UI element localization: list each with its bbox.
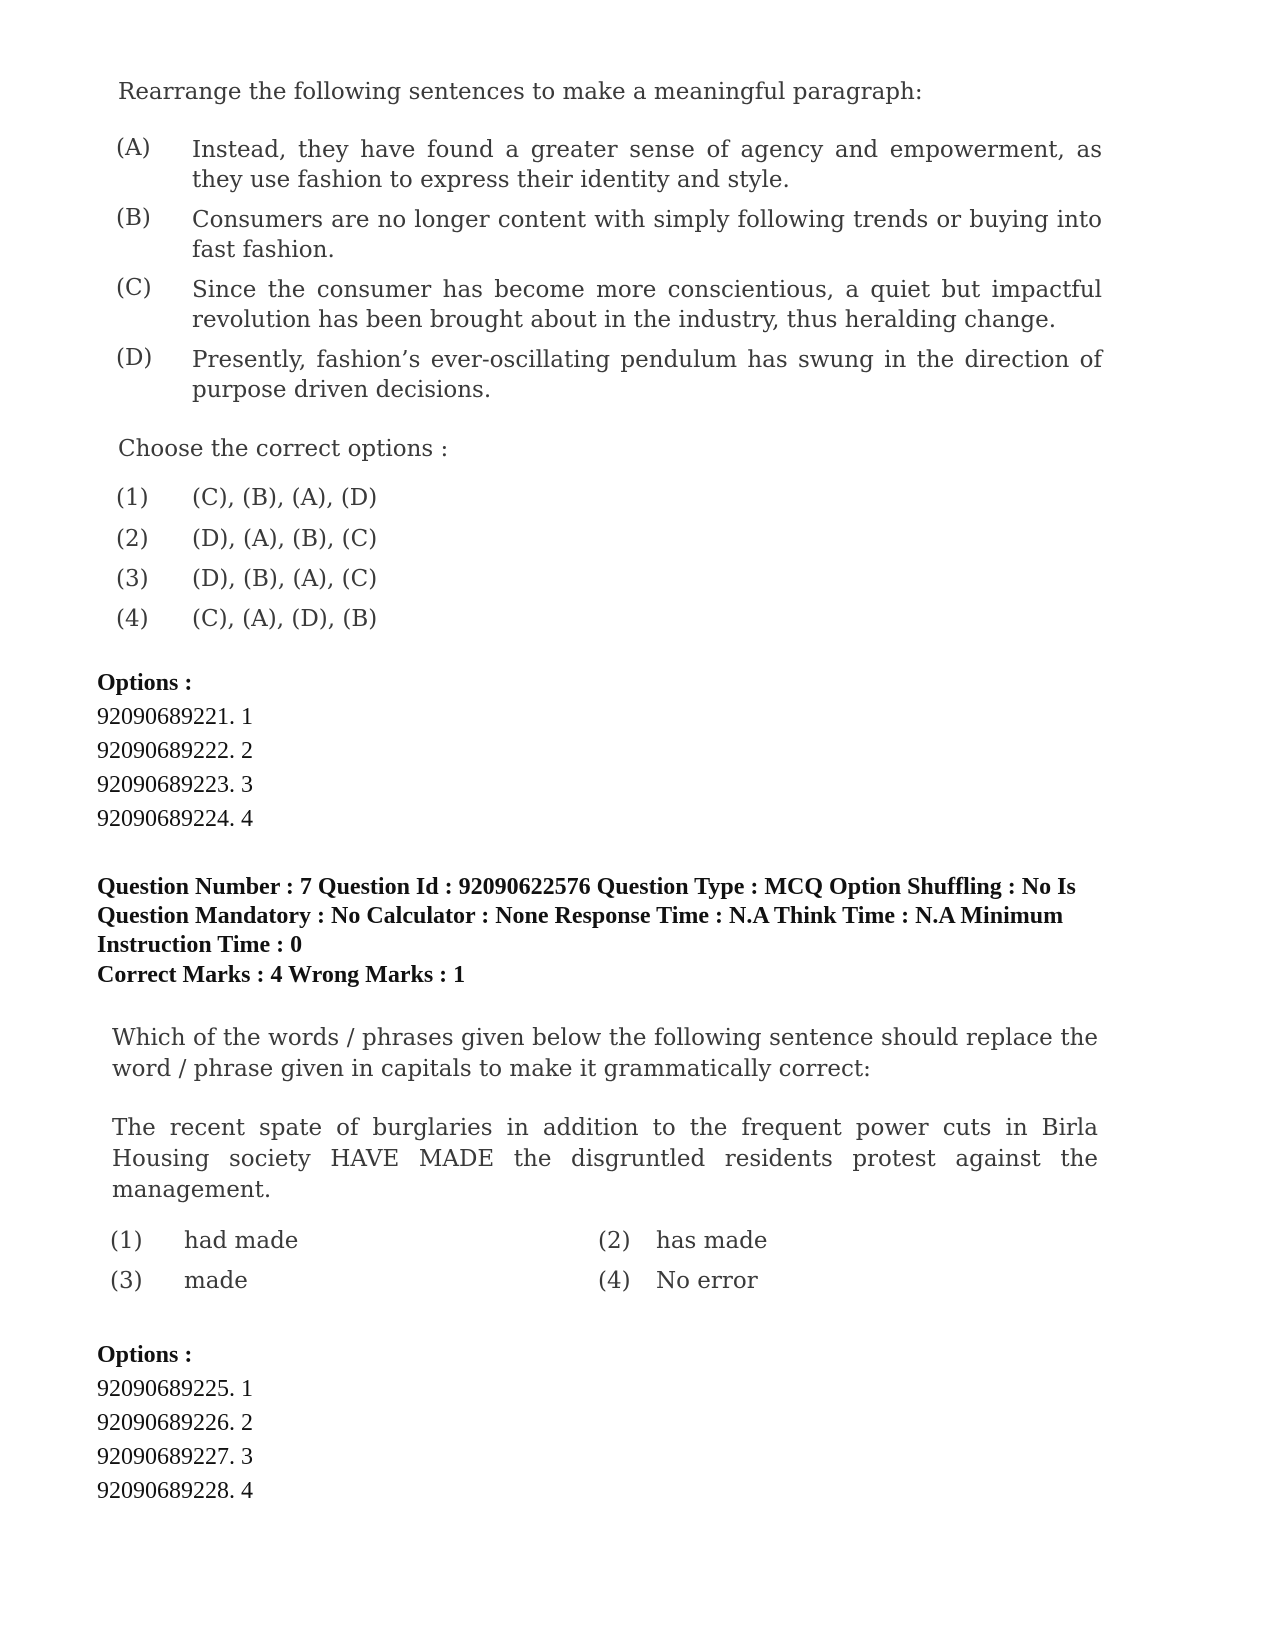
order-text: (C), (B), (A), (D) <box>192 485 378 511</box>
statement-text: Since the consumer has become more conscientious, a quiet but impactful revolution has been brought about in the industry, thus heralding change. <box>192 277 1102 333</box>
q6-option-1: 92090689221. 1 <box>97 704 253 730</box>
choice-text: No error <box>656 1268 758 1294</box>
q6-option-4: 92090689224. 4 <box>97 806 253 832</box>
choice-text: has made <box>656 1228 768 1254</box>
order-label: (1) <box>116 485 149 511</box>
q6-statement-c <box>116 275 1106 335</box>
q7-option-2: 92090689226. 2 <box>97 1410 253 1436</box>
choice-label: (1) <box>110 1228 143 1254</box>
choice-label: (4) <box>598 1268 631 1294</box>
order-text: (D), (B), (A), (C) <box>192 566 378 592</box>
order-text: (C), (A), (D), (B) <box>192 606 378 632</box>
q7-prompt: Which of the words / phrases given below the following sentence should replace the word / phrase given in capitals to make it grammatically correct: <box>112 1025 1098 1082</box>
choice-text: had made <box>184 1228 299 1254</box>
q7-sentence: The recent spate of burglaries in addition to the frequent power cuts in Birla Housing society HAVE MADE the disgruntled residents protest against the management. <box>112 1115 1098 1203</box>
order-text: (D), (A), (B), (C) <box>192 526 378 552</box>
choice-label: (2) <box>598 1228 631 1254</box>
statement-label: (D) <box>116 345 153 371</box>
statement-label: (A) <box>116 135 151 161</box>
order-label: (2) <box>116 526 149 552</box>
q7-metadata: Question Number : 7 Question Id : 92090622576 Question Type : MCQ Option Shuffling : No Is Question Mandatory : No Calculator : None Response Time : N.A Think Time : N.A Minimum Instruction Time : 0 <box>97 874 1076 958</box>
q7-options-heading: Options : <box>97 1342 193 1368</box>
q6-option-2: 92090689222. 2 <box>97 738 253 764</box>
choice-label: (3) <box>110 1268 143 1294</box>
q7-option-1: 92090689225. 1 <box>97 1376 253 1402</box>
statement-text: Presently, fashion’s ever-oscillating pendulum has swung in the direction of purpose driven decisions. <box>192 347 1102 403</box>
q6-choose-label: Choose the correct options : <box>118 436 449 462</box>
order-label: (3) <box>116 566 149 592</box>
order-label: (4) <box>116 606 149 632</box>
q7-marks: Correct Marks : 4 Wrong Marks : 1 <box>97 962 466 988</box>
q7-option-3: 92090689227. 3 <box>97 1444 253 1470</box>
statement-text: Instead, they have found a greater sense of agency and empowerment, as they use fashion to express their identity and style. <box>192 137 1102 193</box>
q6-option-3: 92090689223. 3 <box>97 772 253 798</box>
choice-text: made <box>184 1268 248 1294</box>
statement-label: (C) <box>116 275 152 301</box>
q6-statement-d <box>116 345 1106 405</box>
q6-statement-b <box>116 205 1106 265</box>
statement-label: (B) <box>116 205 151 231</box>
q7-option-4: 92090689228. 4 <box>97 1478 253 1504</box>
statement-text: Consumers are no longer content with simply following trends or buying into fast fashion. <box>192 207 1102 263</box>
q6-statement-a <box>116 135 1106 195</box>
q6-options-heading: Options : <box>97 670 193 696</box>
q6-prompt: Rearrange the following sentences to make a meaningful paragraph: <box>118 79 923 105</box>
